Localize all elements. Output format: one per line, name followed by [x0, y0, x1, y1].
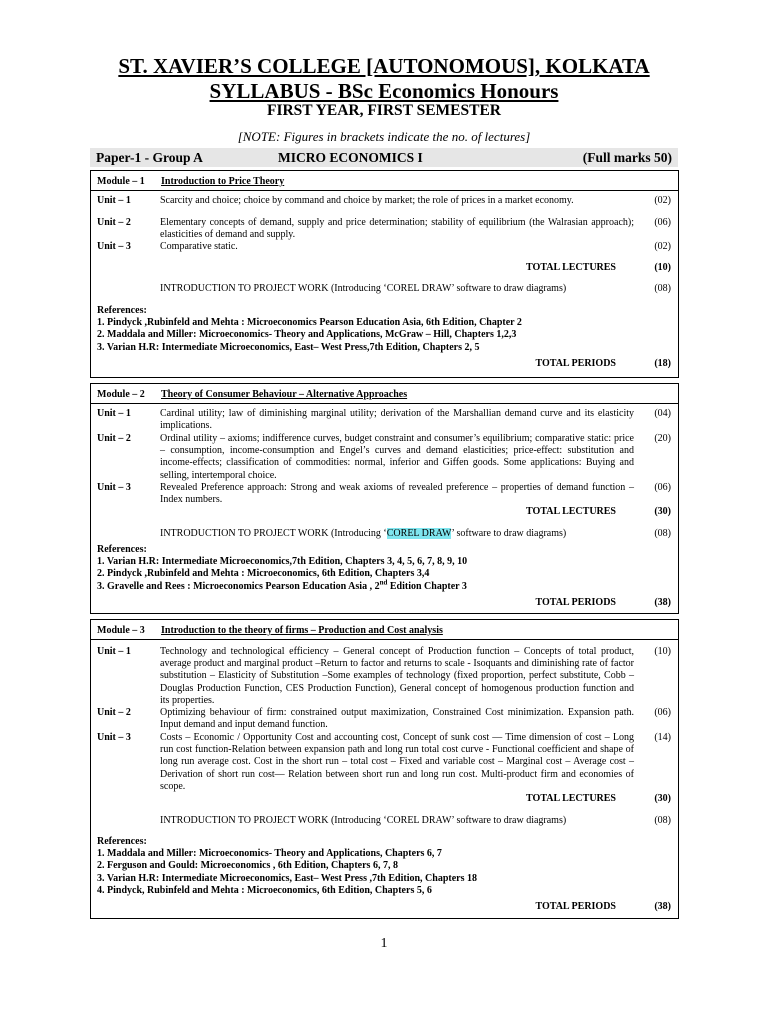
- total-periods-label: TOTAL PERIODS: [535, 901, 616, 912]
- project-work-text-pre: INTRODUCTION TO PROJECT WORK (Introducing ‘: [160, 528, 387, 539]
- project-work-lectures: (08): [654, 528, 671, 539]
- unit-label: Unit – 1: [97, 408, 131, 419]
- project-work-text: INTRODUCTION TO PROJECT WORK (Introducing ‘COREL DRAW’ software to draw diagrams): [160, 283, 567, 294]
- total-lectures-value: (30): [654, 506, 671, 517]
- total-lectures-label: TOTAL LECTURES: [526, 793, 616, 804]
- module-title: Introduction to Price Theory: [161, 176, 285, 187]
- reference-item: 2. Maddala and Miller: Microeconomics- Theory and Applications, McGraw – Hill, Chapters 1,2,3: [97, 329, 517, 341]
- unit-text: Scarcity and choice; choice by command and choice by market; the role of prices in a market economy.: [160, 195, 574, 206]
- unit-label: Unit – 1: [97, 195, 131, 206]
- module-1-box: [90, 170, 679, 378]
- college-title: ST. XAVIER’S COLLEGE [AUTONOMOUS], KOLKATA: [118, 54, 650, 78]
- unit-label: Unit – 3: [97, 241, 131, 252]
- module-label: Module – 3: [97, 625, 145, 636]
- lectures-note: [NOTE: Figures in brackets indicate the no. of lectures]: [237, 129, 531, 144]
- module-title: Introduction to the theory of firms – Production and Cost analysis: [161, 625, 443, 636]
- module-header: [91, 384, 678, 404]
- total-periods-label: TOTAL PERIODS: [535, 358, 616, 369]
- module-2-box: [90, 383, 679, 614]
- references: [97, 836, 667, 897]
- references: [97, 544, 667, 593]
- paper-marks: (Full marks 50): [582, 150, 672, 165]
- module-header: [91, 171, 678, 191]
- superscript: nd: [379, 578, 388, 587]
- unit-lectures: (20): [654, 433, 671, 444]
- unit-label: Unit – 1: [97, 646, 131, 657]
- project-work-text: [160, 528, 566, 540]
- reference-item: 1. Pindyck ,Rubinfeld and Mehta : Microeconomics Pearson Education Asia, 6th Edition, Chapter 2: [97, 317, 522, 329]
- references-label: References:: [97, 836, 147, 847]
- references: [97, 305, 667, 354]
- total-periods-value: (18): [654, 358, 671, 369]
- reference-text: Edition Chapter 3: [387, 580, 467, 592]
- module-3-box: [90, 619, 679, 919]
- project-work-text-post: ’ software to draw diagrams): [451, 528, 567, 539]
- paper-header-bar: [90, 148, 678, 167]
- unit-label: Unit – 2: [97, 433, 131, 444]
- unit-lectures: (04): [654, 408, 671, 419]
- unit-text: Optimizing behaviour of firm: constrained output maximization, Constrained Cost minimization. Expansion path. Input demand and input demand function.: [160, 707, 634, 731]
- unit-text: Revealed Preference approach: Strong and weak axioms of revealed preference – properties of demand function – Index numbers.: [160, 482, 634, 506]
- project-work-text: INTRODUCTION TO PROJECT WORK (Introducing ‘COREL DRAW’ software to draw diagrams): [160, 815, 567, 826]
- total-periods-value: (38): [654, 597, 671, 608]
- references-label: References:: [97, 305, 147, 316]
- references-label: References:: [97, 544, 147, 555]
- unit-label: Unit – 2: [97, 707, 131, 718]
- unit-lectures: (02): [654, 195, 671, 206]
- unit-text: Comparative static.: [160, 241, 238, 252]
- unit-lectures: (06): [654, 482, 671, 493]
- total-lectures-label: TOTAL LECTURES: [526, 262, 616, 273]
- module-header: [91, 620, 678, 640]
- reference-item: 1. Varian H.R: Intermediate Microeconomics,7th Edition, Chapters 3, 4, 5, 6, 7, 8, 9, 10: [97, 556, 468, 568]
- project-work-lectures: (08): [654, 283, 671, 294]
- unit-label: Unit – 3: [97, 732, 131, 743]
- total-lectures-value: (30): [654, 793, 671, 804]
- project-work-lectures: (08): [654, 815, 671, 826]
- reference-item: 2. Ferguson and Gould: Microeconomics , 6th Edition, Chapters 6, 7, 8: [97, 860, 398, 872]
- unit-text: Ordinal utility – axioms; indifference curves, budget constraint and consumer’s equilibrium; comparative static: price – consumption, income-consumption and Engel’s curves and demand elasticities; price-effect: substitution and income-effects; classification of commodities: normal, inferior and Giffen goods. Some applications: Buying and selling, intertemporal choice.: [160, 433, 634, 481]
- unit-text: Costs – Economic / Opportunity Cost and accounting cost, Concept of sunk cost — Time dimension of cost – Long run cost function-Relation between expansion path and long run total cost curve - Functional coefficient and shape of long run average cost. Cost in the short run – total cost – Fixed and variable cost – Marginal cost – Average cost – Derivation of short run cost— Relation between short run and long run cost. Multi-product firm and economies of scope.: [160, 732, 634, 792]
- module-label: Module – 1: [97, 176, 145, 187]
- total-periods-value: (38): [654, 901, 671, 912]
- unit-text: Elementary concepts of demand, supply and price determination; stability of equilibrium (the Walrasian approach); elasticities of demand and supply.: [160, 217, 634, 241]
- reference-item: 3. Varian H.R: Intermediate Microeconomics, East– West Press,7th Edition, Chapters 2, 5: [97, 341, 480, 353]
- unit-label: Unit – 3: [97, 482, 131, 493]
- unit-lectures: (06): [654, 217, 671, 228]
- unit-lectures: (10): [654, 646, 671, 657]
- reference-item: [97, 578, 667, 593]
- unit-text: Technology and technological efficiency – General concept of Production function – Concepts of total product, average product and marginal product –Return to factor and returns to scale - Isoquants and diminishing rate of factor substitution – Elasticity of Substitution –Some examples of technology (fixed proportion, perfect substitute, Cobb – Douglas Production Function, CES Production Function), General concept of homogenous production function and its properties.: [160, 646, 634, 706]
- paper-title: MICRO ECONOMICS I: [278, 150, 423, 165]
- unit-lectures: (14): [654, 732, 671, 743]
- reference-text: 3. Gravelle and Rees : Microeconomics Pearson Education Asia , 2: [97, 580, 380, 592]
- reference-item: 2. Pindyck ,Rubinfeld and Mehta : Microeconomics, 6th Edition, Chapters 3,4: [97, 568, 430, 580]
- reference-item: 1. Maddala and Miller: Microeconomics- Theory and Applications, Chapters 6, 7: [97, 848, 442, 860]
- total-periods-label: TOTAL PERIODS: [535, 597, 616, 608]
- module-title: Theory of Consumer Behaviour – Alternative Approaches: [161, 389, 408, 400]
- unit-lectures: (02): [654, 241, 671, 252]
- reference-item: 4. Pindyck, Rubinfeld and Mehta : Microeconomics, 6th Edition, Chapters 5, 6: [97, 884, 432, 896]
- reference-item: 3. Varian H.R: Intermediate Microeconomics, East– West Press ,7th Edition, Chapters 18: [97, 872, 477, 884]
- paper-label: Paper-1 - Group A: [96, 150, 203, 165]
- total-lectures-value: (10): [654, 262, 671, 273]
- semester-title: FIRST YEAR, FIRST SEMESTER: [266, 102, 501, 119]
- highlighted-corel-draw: COREL DRAW: [386, 528, 452, 539]
- unit-label: Unit – 2: [97, 217, 131, 228]
- page-number: 1: [380, 936, 388, 951]
- syllabus-title: SYLLABUS - BSc Economics Honours: [209, 79, 559, 103]
- unit-lectures: (06): [654, 707, 671, 718]
- module-label: Module – 2: [97, 389, 145, 400]
- unit-text: Cardinal utility; law of diminishing marginal utility; derivation of the Marshallian demand curve and its elasticity implications.: [160, 408, 634, 432]
- total-lectures-label: TOTAL LECTURES: [526, 506, 616, 517]
